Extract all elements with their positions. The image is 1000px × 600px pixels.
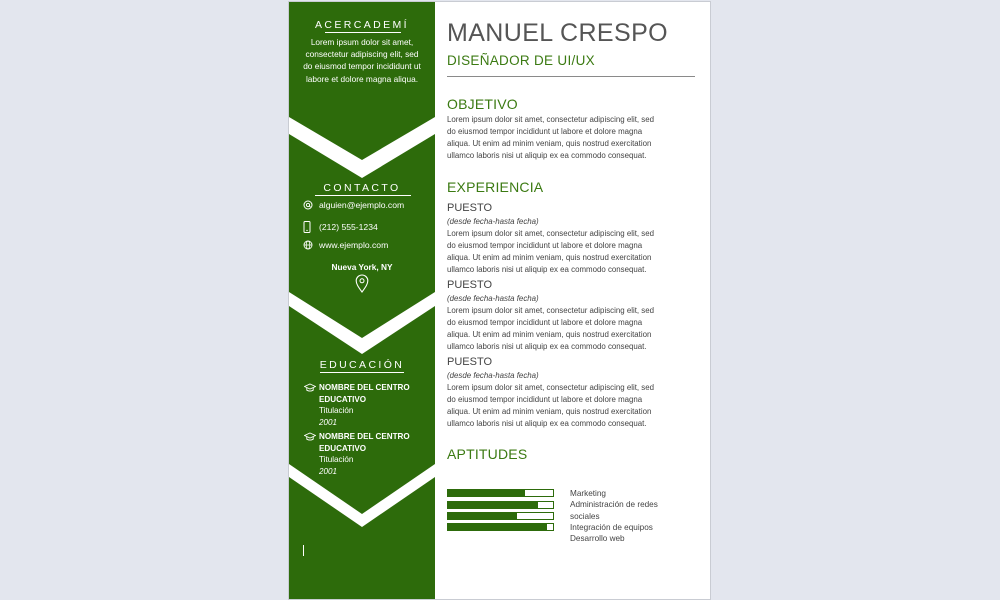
school-name: NOMBRE DEL CENTRO: [319, 383, 410, 392]
graduation-cap-icon: [304, 383, 316, 393]
objective-text: Lorem ipsum dolor sit amet, consectetur adipiscing elit, sed do eiusmod tempor incididunt ut labore et dolore magna aliqua. Ut enim ad minim veniam, quis nostrud exercitation ullamco laboris nisi ut aliquip ex ea commodo consequat.: [447, 115, 655, 161]
skill-fill: [448, 490, 525, 496]
job-position: PUESTO: [447, 356, 493, 368]
job-description: Lorem ipsum dolor sit amet, consectetur adipiscing elit, sed do eiusmod tempor incididunt ut labore et dolore magna aliqua. Ut enim ad minim veniam, quis nostrud exercitation ullamco laboris nisi ut aliquip ex ea commodo consequat.: [447, 229, 655, 275]
skill-bar: [447, 523, 554, 531]
contact-phone-row: [303, 220, 378, 234]
contact-email-row: [303, 198, 404, 212]
sidebar: [289, 2, 435, 599]
job-description: Lorem ipsum dolor sit amet, consectetur adipiscing elit, sed do eiusmod tempor incididunt ut labore et dolore magna aliqua. Ut enim ad minim veniam, quis nostrud exercitation ullamco laboris nisi ut aliquip ex ea commodo consequat.: [447, 306, 655, 352]
location-pin-icon: [355, 274, 369, 293]
job-dates: (desde fecha-hasta fecha): [447, 371, 539, 380]
job-dates: (desde fecha-hasta fecha): [447, 217, 539, 226]
education-title: EDUCACIÓN: [319, 359, 405, 371]
skills-title: APTITUDES: [447, 446, 528, 462]
skill-label: Administración de redes: [570, 500, 658, 510]
skill-label: Integración de equipos: [570, 522, 653, 532]
education-entry: [319, 382, 429, 428]
about-title: ACERCADEMÍ: [314, 19, 409, 31]
phone-icon: [303, 221, 319, 233]
job-position: PUESTO: [447, 202, 493, 214]
person-name: MANUEL CRESPO: [447, 19, 668, 47]
job-position: PUESTO: [447, 279, 493, 291]
education-entry: [319, 431, 429, 477]
degree: Titulación: [319, 455, 354, 464]
education-divider: [320, 372, 404, 373]
resume-page: [289, 2, 710, 599]
experience-title: EXPERIENCIA: [447, 179, 544, 195]
skill-label: Marketing: [570, 489, 606, 498]
school-name-cont: EDUCATIVO: [319, 443, 367, 453]
graduation-cap-icon: [304, 432, 316, 442]
about-divider: [325, 32, 401, 33]
job-role: DISEÑADOR DE UI/UX: [447, 53, 595, 68]
objective-title: OBJETIVO: [447, 96, 518, 112]
chevron-decoration: [289, 2, 435, 599]
at-icon: [303, 200, 319, 210]
skill-fill: [448, 524, 547, 530]
year: 2001: [319, 466, 338, 476]
job-dates: (desde fecha-hasta fecha): [447, 294, 539, 303]
contact-divider: [315, 195, 411, 196]
email-text[interactable]: alguien@ejemplo.com: [319, 200, 405, 210]
text-cursor[interactable]: [303, 545, 304, 556]
globe-icon: [303, 240, 319, 250]
skill-fill: [448, 502, 538, 508]
school-name: NOMBRE DEL CENTRO: [319, 432, 410, 441]
skill-bar: [447, 512, 554, 520]
skill-label: Desarrollo web: [570, 534, 625, 544]
header-divider: [447, 76, 695, 77]
skill-fill: [448, 513, 517, 519]
city-text: Nueva York, NY: [331, 262, 393, 272]
job-description: Lorem ipsum dolor sit amet, consectetur adipiscing elit, sed do eiusmod tempor incididunt ut labore et dolore magna aliqua. Ut enim ad minim veniam, quis nostrud exercitation ullamco laboris nisi ut aliquip ex ea commodo consequat.: [447, 383, 655, 429]
school-name-cont: EDUCATIVO: [319, 394, 367, 404]
about-text: Lorem ipsum dolor sit amet, consectetur adipiscing elit, sed do eiusmod tempor incididunt ut labore et dolore magna aliqua.: [303, 37, 421, 84]
degree: Titulación: [319, 406, 354, 415]
skill-bar: [447, 489, 554, 497]
phone-text: (212) 555-1234: [319, 222, 378, 232]
contact-title: CONTACTO: [323, 182, 401, 194]
skill-bar: [447, 501, 554, 509]
website-text[interactable]: www.ejemplo.com: [319, 240, 389, 250]
year: 2001: [319, 417, 338, 427]
skill-label: sociales: [570, 511, 600, 521]
skills-labels: [570, 488, 690, 544]
contact-website-row: [303, 238, 388, 252]
